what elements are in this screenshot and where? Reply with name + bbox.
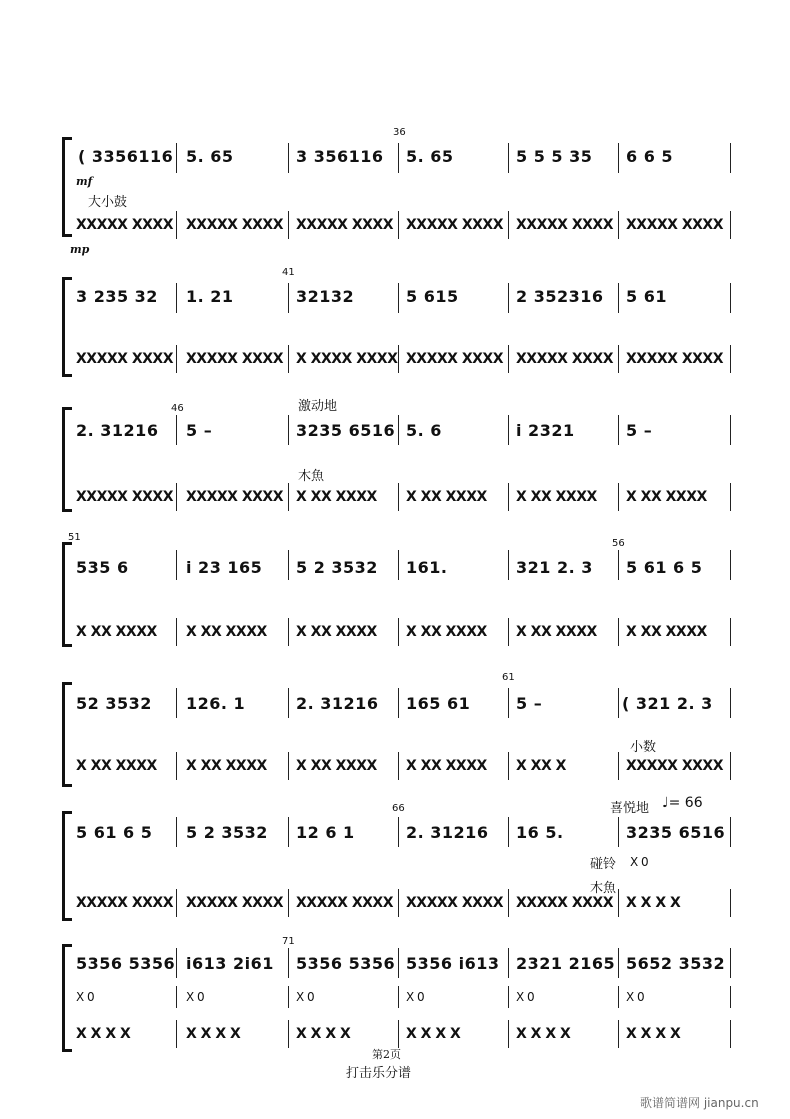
percussion-measure: XXXXX XXXX [516, 217, 614, 233]
barline [618, 618, 619, 646]
bell-measure: X 0 [406, 990, 425, 1004]
barline [730, 688, 731, 718]
page-number: 第2页 [372, 1048, 401, 1061]
barline [176, 415, 177, 445]
dynamic-mf: mf [76, 175, 93, 188]
bell-measure: X 0 [76, 990, 95, 1004]
melody-measure: 3 235 32 [76, 287, 158, 306]
barline [730, 415, 731, 445]
barline [288, 688, 289, 718]
bell-measure: X 0 [516, 990, 535, 1004]
percussion-measure: X XXXX XXXX [296, 351, 398, 367]
barline [288, 211, 289, 239]
barline [398, 211, 399, 239]
melody-measure: 165 61 [406, 694, 471, 713]
percussion-measure: X XX XXXX [186, 624, 267, 640]
percussion-measure: X XX XXXX [296, 624, 377, 640]
barline [288, 752, 289, 780]
percussion-measure: X XX X [516, 758, 566, 774]
barline [176, 1020, 177, 1048]
melody-measure: 3 356116 [296, 147, 384, 166]
bell-measure: X 0 [626, 990, 645, 1004]
barline [176, 948, 177, 978]
melody-measure: ( 321 2. 3 [622, 694, 713, 713]
system-brace [62, 944, 65, 1052]
barline [176, 211, 177, 239]
percussion-measure: XXXXX XXXX [76, 217, 174, 233]
system-6 [0, 795, 790, 925]
barline [508, 688, 509, 718]
melody-measure: 16 5. [516, 823, 564, 842]
melody-measure: 5 2 3532 [296, 558, 378, 577]
barline [398, 415, 399, 445]
instrument-label: 碰铃 [590, 857, 617, 872]
percussion-measure: XXXXX XXXX [186, 217, 284, 233]
barline [398, 688, 399, 718]
barline [176, 283, 177, 313]
barline [618, 752, 619, 780]
melody-measure: 5 – [626, 421, 653, 440]
percussion-measure: X XX XXXX [516, 624, 597, 640]
expression-label: 激动地 [298, 399, 338, 414]
percussion-measure: XXXXX XXXX [186, 351, 284, 367]
barline [508, 817, 509, 847]
percussion-measure: X X X X [186, 1026, 241, 1042]
melody-measure: 6 6 5 [626, 147, 674, 166]
melody-measure: i 2321 [516, 421, 575, 440]
bell-measure: X 0 [630, 855, 649, 869]
percussion-measure: X XX XXXX [516, 489, 597, 505]
barline [398, 550, 399, 580]
melody-measure: 5 – [186, 421, 213, 440]
barline [730, 986, 731, 1008]
percussion-measure: XXXXX XXXX [516, 895, 614, 911]
melody-measure: 321 2. 3 [516, 558, 593, 577]
percussion-measure: X XX XXXX [76, 758, 157, 774]
percussion-measure: XXXXX XXXX [406, 895, 504, 911]
percussion-measure: XXXXX XXXX [406, 351, 504, 367]
barline [398, 752, 399, 780]
percussion-measure: XXXXX XXXX [626, 351, 724, 367]
melody-measure: ( 3356116 [78, 147, 174, 166]
percussion-measure: XXXXX XXXX [516, 351, 614, 367]
barline [508, 283, 509, 313]
barline [730, 618, 731, 646]
barline [398, 986, 399, 1008]
bell-measure: X 0 [296, 990, 315, 1004]
barline [508, 345, 509, 373]
percussion-measure: X XX XXXX [406, 489, 487, 505]
measure-number: 66 [392, 803, 405, 814]
percussion-measure: XXXXX XXXX [406, 217, 504, 233]
barline [288, 550, 289, 580]
barline [176, 143, 177, 173]
system-2 [0, 265, 790, 385]
system-1 [0, 125, 790, 256]
system-brace [62, 811, 65, 921]
barline [398, 1020, 399, 1048]
percussion-measure: XXXXX XXXX [186, 895, 284, 911]
barline [618, 817, 619, 847]
barline [730, 143, 731, 173]
barline [730, 283, 731, 313]
melody-measure: 5 5 5 35 [516, 147, 593, 166]
percussion-measure: XXXXX XXXX [626, 217, 724, 233]
melody-measure: 3235 6516 [296, 421, 396, 440]
dynamic-mp: mp [70, 243, 90, 256]
system-4 [0, 530, 790, 655]
barline [176, 618, 177, 646]
barline [398, 483, 399, 511]
percussion-measure: XXXXX XXXX [76, 489, 174, 505]
percussion-measure: X XX XXXX [76, 624, 157, 640]
melody-measure: 2321 2165 [516, 954, 616, 973]
measure-number: 71 [282, 936, 295, 947]
barline [288, 817, 289, 847]
melody-measure: 2. 31216 [76, 421, 159, 440]
percussion-measure: X XX XXXX [626, 624, 707, 640]
barline [618, 415, 619, 445]
percussion-measure: X XX XXXX [626, 489, 707, 505]
barline [730, 550, 731, 580]
barline [176, 550, 177, 580]
barline [618, 550, 619, 580]
watermark: 歌谱简谱网 jianpu.cn [640, 1096, 759, 1110]
barline [508, 986, 509, 1008]
barline [618, 143, 619, 173]
barline [730, 889, 731, 917]
barline [288, 345, 289, 373]
percussion-measure: X X X X [516, 1026, 571, 1042]
barline [508, 483, 509, 511]
percussion-measure: XXXXX XXXX [76, 895, 174, 911]
barline [288, 986, 289, 1008]
barline [288, 283, 289, 313]
measure-number: 41 [282, 267, 295, 278]
barline [508, 752, 509, 780]
tempo-value: = 66 [668, 795, 703, 811]
percussion-measure: X XX XXXX [186, 758, 267, 774]
barline [288, 618, 289, 646]
barline [618, 483, 619, 511]
melody-measure: 5 – [516, 694, 543, 713]
barline [176, 986, 177, 1008]
percussion-measure: XXXXX XXXX [296, 895, 394, 911]
barline [398, 345, 399, 373]
melody-measure: 2. 31216 [406, 823, 489, 842]
melody-measure: i 23 165 [186, 558, 263, 577]
barline [288, 948, 289, 978]
system-3 [0, 395, 790, 520]
percussion-measure: X X X X [406, 1026, 461, 1042]
measure-number: 56 [612, 538, 625, 549]
barline [176, 889, 177, 917]
barline [176, 345, 177, 373]
melody-measure: 5356 5356 [296, 954, 396, 973]
system-brace [62, 277, 65, 377]
barline [288, 415, 289, 445]
barline [176, 688, 177, 718]
barline [398, 283, 399, 313]
barline [288, 483, 289, 511]
measure-number: 61 [502, 672, 515, 683]
melody-measure: 5356 5356 [76, 954, 176, 973]
percussion-measure: X X X X [76, 1026, 131, 1042]
barline [176, 483, 177, 511]
barline [288, 889, 289, 917]
barline [508, 415, 509, 445]
melody-measure: 5. 65 [406, 147, 454, 166]
tempo-marking: ♩= 66 [662, 795, 703, 811]
melody-measure: 2 352316 [516, 287, 604, 306]
barline [730, 752, 731, 780]
barline [508, 550, 509, 580]
barline [618, 948, 619, 978]
barline [508, 889, 509, 917]
barline [508, 143, 509, 173]
barline [288, 1020, 289, 1048]
melody-measure: 12 6 1 [296, 823, 355, 842]
barline [618, 211, 619, 239]
barline [398, 889, 399, 917]
percussion-measure: X X X X [626, 1026, 681, 1042]
barline [730, 948, 731, 978]
bell-measure: X 0 [186, 990, 205, 1004]
expression-label: 喜悦地 [610, 801, 650, 816]
melody-measure: 5356 i613 [406, 954, 500, 973]
barline [398, 618, 399, 646]
barline [398, 948, 399, 978]
barline [508, 1020, 509, 1048]
measure-number: 51 [68, 532, 81, 543]
melody-measure: 5 61 [626, 287, 667, 306]
percussion-measure: XXXXX XXXX [626, 758, 724, 774]
percussion-measure: XXXXX XXXX [76, 351, 174, 367]
system-brace [62, 137, 65, 237]
percussion-measure: X XX XXXX [406, 624, 487, 640]
measure-number: 36 [393, 127, 406, 138]
percussion-measure: X XX XXXX [406, 758, 487, 774]
percussion-measure: X X X X [296, 1026, 351, 1042]
barline [508, 211, 509, 239]
barline [176, 752, 177, 780]
percussion-measure: XXXXX XXXX [296, 217, 394, 233]
percussion-measure: X X X X [626, 895, 681, 911]
measure-number: 46 [171, 403, 184, 414]
melody-measure: 5. 6 [406, 421, 442, 440]
melody-measure: i613 2i61 [186, 954, 274, 973]
melody-measure: 161. [406, 558, 448, 577]
melody-measure: 535 6 [76, 558, 129, 577]
melody-measure: 126. 1 [186, 694, 246, 713]
barline [618, 688, 619, 718]
barline [288, 143, 289, 173]
melody-measure: 52 3532 [76, 694, 152, 713]
instrument-label: 木魚 [298, 469, 325, 484]
barline [730, 817, 731, 847]
melody-measure: 2. 31216 [296, 694, 379, 713]
barline [730, 211, 731, 239]
melody-measure: 5 61 6 5 [626, 558, 703, 577]
barline [730, 483, 731, 511]
system-brace [62, 542, 65, 647]
score-title: 打击乐分谱 [346, 1066, 412, 1081]
barline [618, 1020, 619, 1048]
barline [730, 345, 731, 373]
instrument-label: 小数 [630, 740, 657, 755]
barline [398, 143, 399, 173]
melody-measure: 32132 [296, 287, 355, 306]
melody-measure: 5 2 3532 [186, 823, 268, 842]
barline [508, 948, 509, 978]
barline [618, 986, 619, 1008]
system-brace [62, 407, 65, 512]
barline [618, 345, 619, 373]
barline [730, 1020, 731, 1048]
melody-measure: 5652 3532 [626, 954, 726, 973]
instrument-label: 木魚 [590, 881, 617, 896]
melody-measure: 3235 6516 [626, 823, 726, 842]
melody-measure: 1. 21 [186, 287, 234, 306]
system-5 [0, 670, 790, 795]
system-7 [0, 930, 790, 1055]
barline [618, 283, 619, 313]
barline [176, 817, 177, 847]
percussion-measure: X XX XXXX [296, 758, 377, 774]
barline [398, 817, 399, 847]
melody-measure: 5. 65 [186, 147, 234, 166]
system-brace [62, 682, 65, 787]
melody-measure: 5 61 6 5 [76, 823, 153, 842]
instrument-label: 大小鼓 [88, 195, 128, 210]
melody-measure: 5 615 [406, 287, 459, 306]
percussion-measure: XXXXX XXXX [186, 489, 284, 505]
percussion-measure: X XX XXXX [296, 489, 377, 505]
barline [618, 889, 619, 917]
barline [508, 618, 509, 646]
